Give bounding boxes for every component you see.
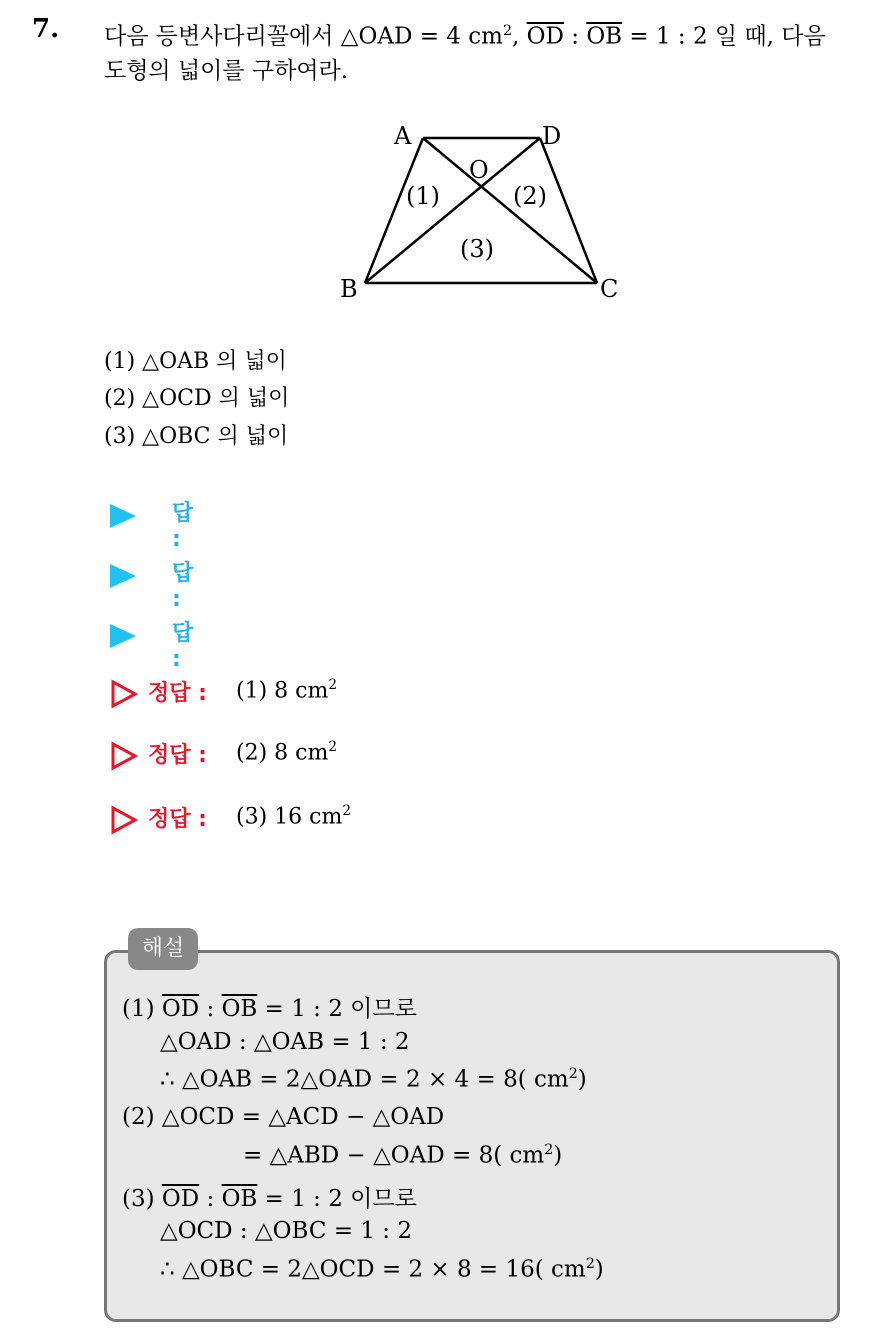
superscript: 2 xyxy=(328,677,338,693)
expl-text: = 1 : 2 이므로 xyxy=(257,1186,417,1212)
play-triangle-icon xyxy=(110,504,136,528)
expl-text: ∴ △OBC = 2△OCD = 2 × 8 = 16( cm xyxy=(160,1256,586,1283)
outline-triangle-icon xyxy=(110,679,138,709)
outline-triangle-icon xyxy=(110,805,138,835)
subquestion-3: (3) △OBC 의 넓이 xyxy=(104,424,289,449)
explanation-line-3 xyxy=(160,1066,587,1093)
expl-text: (1) xyxy=(122,996,162,1022)
explanation-line-8 xyxy=(160,1256,604,1283)
solution-value xyxy=(236,803,351,829)
region-1-label: (1) xyxy=(406,182,440,210)
solution-value xyxy=(236,677,337,703)
label-d: D xyxy=(542,122,562,150)
solution-row-3 xyxy=(110,802,410,838)
trapezoid-diagram xyxy=(330,112,630,312)
label-a: A xyxy=(394,122,412,150)
explanation-line-7: △OCD : △OBC = 1 : 2 xyxy=(160,1218,412,1244)
expl-text: ) xyxy=(594,1256,604,1283)
question-line-2: 도형의 넓이를 구하여라. xyxy=(104,58,349,84)
question-text-part: = 1 : 2 일 때, 다음 xyxy=(622,23,826,50)
expl-text: = △ABD − △OAD = 8( cm xyxy=(243,1142,545,1169)
segment-od: $\overline{OD}$ xyxy=(161,1186,200,1212)
segment-ob: $\overline{OB}$ xyxy=(586,23,623,50)
expl-text: (3) xyxy=(122,1186,162,1212)
side-dc xyxy=(540,138,597,283)
label-c: C xyxy=(600,275,619,303)
explanation-line-6 xyxy=(122,1180,417,1213)
answer-label: 답 : xyxy=(172,501,194,552)
solution-label: 정답 : xyxy=(148,807,207,832)
diagonal-bd xyxy=(365,138,540,283)
solution-label: 정답 : xyxy=(148,743,207,768)
ratio-colon: : xyxy=(563,23,587,50)
superscript: 2 xyxy=(568,1066,578,1082)
segment-od: $\overline{OD}$ xyxy=(526,23,564,50)
solution-label: 정답 : xyxy=(148,681,207,706)
solution-text: (2) 8 cm xyxy=(236,740,329,766)
solution-row-2 xyxy=(110,738,410,774)
expl-text: : xyxy=(199,996,222,1022)
solution-row-1 xyxy=(110,676,410,712)
segment-ob: $\overline{OB}$ xyxy=(221,996,258,1022)
explanation-line-4: (2) △OCD = △ACD − △OAD xyxy=(122,1104,445,1130)
superscript: 2 xyxy=(342,803,351,819)
play-triangle-icon xyxy=(110,564,136,588)
question-line-1 xyxy=(104,16,826,52)
expl-text: ) xyxy=(577,1066,587,1093)
explanation-line-2: △OAD : △OAB = 1 : 2 xyxy=(160,1029,410,1055)
segment-ob: $\overline{OB}$ xyxy=(221,1186,258,1212)
region-2-label: (2) xyxy=(513,182,547,210)
answer-label: 답 : xyxy=(172,561,194,612)
question-number: 7. xyxy=(32,14,60,44)
segment-od: $\overline{OD}$ xyxy=(161,996,200,1022)
subquestion-2: (2) △OCD 의 넓이 xyxy=(104,386,290,411)
expl-text: ∴ △OAB = 2△OAD = 2 × 4 = 8( cm xyxy=(160,1066,569,1093)
question-text-part: 다음 등변사다리꼴에서 △OAD = 4 cm xyxy=(104,23,503,50)
superscript: 2 xyxy=(328,739,338,755)
explanation-tag: 해설 xyxy=(128,928,198,970)
solution-value xyxy=(236,739,337,765)
expl-text: : xyxy=(199,1186,222,1212)
question-text-part: , xyxy=(512,23,527,50)
explanation-line-1 xyxy=(122,990,417,1023)
expl-text: = 1 : 2 이므로 xyxy=(257,996,417,1022)
subquestion-1: (1) △OAB 의 넓이 xyxy=(104,349,287,374)
diagonal-ac xyxy=(423,138,597,283)
solution-text: (3) 16 cm xyxy=(236,804,343,830)
superscript: 2 xyxy=(585,1256,595,1272)
solution-text: (1) 8 cm xyxy=(236,678,329,704)
outline-triangle-icon xyxy=(110,741,138,771)
expl-text: ) xyxy=(553,1142,563,1169)
label-o: O xyxy=(469,156,489,184)
play-triangle-icon xyxy=(110,624,136,648)
superscript: 2 xyxy=(544,1142,554,1158)
superscript: 2 xyxy=(502,23,513,39)
answer-label: 답 : xyxy=(172,621,194,672)
label-b: B xyxy=(340,275,358,303)
region-3-label: (3) xyxy=(460,235,494,263)
side-ab xyxy=(365,138,423,283)
explanation-line-5 xyxy=(243,1142,562,1169)
